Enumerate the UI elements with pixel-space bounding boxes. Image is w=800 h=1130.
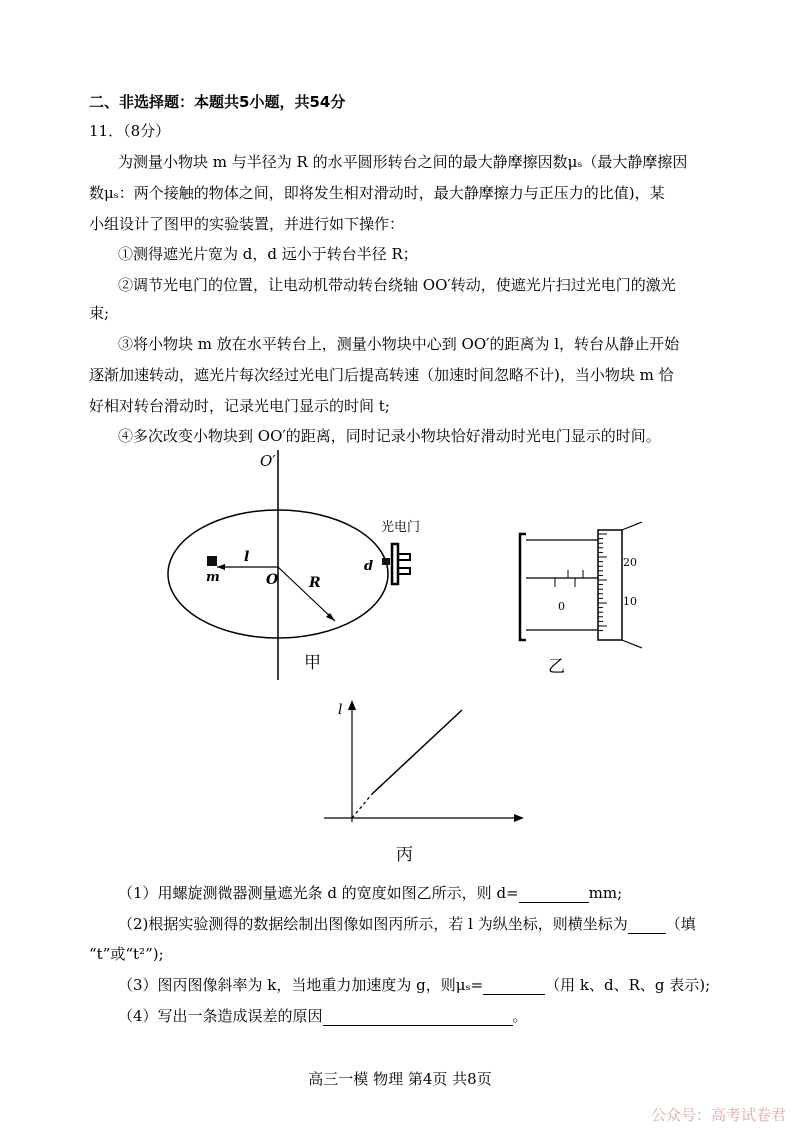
- answer-blank-4[interactable]: [323, 1009, 513, 1026]
- step-1: ①测得遮光片宽为 d，d 远小于转台半径 R；: [118, 245, 418, 263]
- page-footer: 高三一模 物理 第4页 共8页: [308, 1070, 492, 1088]
- caption-yi: 乙: [548, 657, 565, 677]
- step-3-line-3: 好相对转台滑动时，记录光电门显示的时间 t;: [89, 397, 390, 415]
- sub-question-1: （1）用螺旋测微器测量遮光条 d 的宽度如图乙所示，则 d= mm;: [118, 884, 623, 902]
- intro-line-1: 为测量小物块 m 与半径为 R 的水平圆形转台之间的最大静摩擦因数μₛ（最大静摩擦因: [118, 153, 688, 171]
- axis-top-label: O′: [260, 452, 276, 470]
- figure-bing: [320, 698, 530, 830]
- gate-label: 光电门: [381, 520, 421, 535]
- sub-question-2: （2)根据实验测得的数据绘制出图像如图丙所示，若 l 为纵坐标，则横坐标为 （填: [118, 915, 696, 933]
- figure-yi: [510, 520, 660, 650]
- answer-blank-1[interactable]: [519, 886, 589, 903]
- watermark: 公众号：高考试卷君: [650, 1106, 786, 1124]
- intro-line-2: 数μₛ：两个接触的物体之间，即将发生相对滑动时，最大静摩擦力与正压力的比值)，某: [89, 184, 665, 202]
- block-m: [207, 556, 217, 566]
- main-scale-zero: 0: [558, 600, 565, 613]
- graph-line: [372, 710, 462, 794]
- intro-line-3: 小组设计了图甲的实验装置，并进行如下操作：: [89, 215, 405, 233]
- step-3-line-1: ③将小物块 m 放在水平转台上，测量小物块中心到 OO′的距离为 l，转台从静止开始: [118, 335, 680, 353]
- block-label: m: [206, 570, 220, 585]
- section-title: 二、非选择题：本题共5小题，共54分: [89, 93, 346, 111]
- figure-jia: [160, 450, 460, 680]
- caption-jia: 甲: [304, 653, 321, 673]
- step-3-line-2: 逐渐加速转动，遮光片每次经过光电门后提高转速（加速时间忽略不计)，当小物块 m 恰: [89, 366, 674, 384]
- y-axis-label: l: [338, 702, 343, 718]
- sub-question-3: （3）图丙图像斜率为 k，当地重力加速度为 g，则μₛ= （用 k、d、R、g 表示);: [118, 976, 711, 994]
- radius-label: R: [309, 575, 321, 591]
- step-4: ④多次改变小物块到 OO′的距离，同时记录小物块恰好滑动时光电门显示的时间。: [118, 427, 661, 445]
- scale-label-20: 20: [623, 556, 637, 569]
- question-number: 11．（8分）: [89, 122, 171, 140]
- step-2-line-2: 束;: [89, 304, 110, 322]
- shutter-label: d: [364, 559, 374, 574]
- distance-label: l: [244, 549, 250, 565]
- scale-label-10: 10: [623, 595, 637, 608]
- step-2-line-1: ②调节光电门的位置，让电动机带动转台绕轴 OO′转动，使遮光片扫过光电门的激光: [118, 276, 676, 294]
- caption-bing: 丙: [396, 845, 413, 865]
- sub-question-4: （4）写出一条造成误差的原因 。: [118, 1007, 528, 1025]
- center-label: O: [266, 572, 279, 588]
- answer-blank-3[interactable]: [483, 978, 545, 995]
- answer-blank-2[interactable]: [628, 917, 666, 934]
- sub-question-2-cont: “t”或“t²”);: [89, 945, 164, 963]
